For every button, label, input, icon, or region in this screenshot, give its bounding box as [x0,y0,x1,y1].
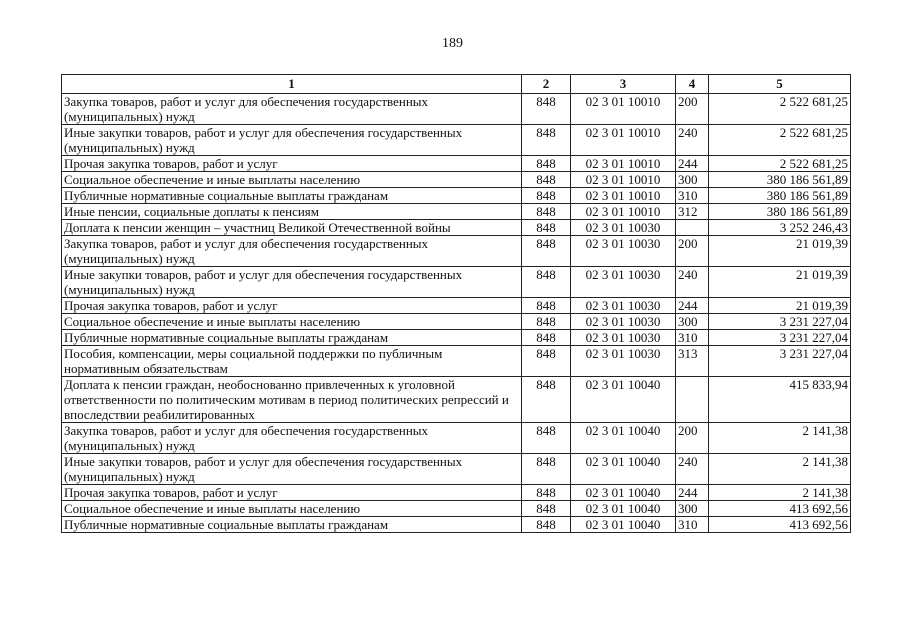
row-ved-cell: 848 [522,485,571,501]
row-csr-cell: 02 3 01 10030 [571,346,676,377]
row-ved-cell: 848 [522,346,571,377]
row-csr-cell: 02 3 01 10040 [571,485,676,501]
table-row [62,377,851,423]
row-name-cell: Прочая закупка товаров, работ и услуг [62,298,522,314]
row-vr-cell: 310 [676,517,709,533]
table-body [62,94,851,533]
row-sum-cell: 3 252 246,43 [709,220,851,236]
row-ved-cell: 848 [522,204,571,220]
header-col-5: 5 [709,75,851,94]
row-ved-cell: 848 [522,156,571,172]
row-sum-cell: 415 833,94 [709,377,851,423]
row-sum-cell: 2 141,38 [709,454,851,485]
row-name-cell: Закупка товаров, работ и услуг для обеспечения государственных (муниципальных) нужд [62,94,522,125]
row-sum-cell: 3 231 227,04 [709,330,851,346]
row-sum-cell: 2 141,38 [709,485,851,501]
row-csr-cell: 02 3 01 10040 [571,377,676,423]
row-csr-cell: 02 3 01 10040 [571,517,676,533]
row-csr-cell: 02 3 01 10010 [571,94,676,125]
table-row [62,485,851,501]
row-name-cell: Публичные нормативные социальные выплаты гражданам [62,188,522,204]
row-vr-cell: 300 [676,501,709,517]
row-sum-cell: 2 522 681,25 [709,94,851,125]
row-ved-cell: 848 [522,94,571,125]
row-name-cell: Доплата к пенсии женщин – участниц Великой Отечественной войны [62,220,522,236]
table-row [62,346,851,377]
table-row [62,125,851,156]
row-csr-cell: 02 3 01 10010 [571,172,676,188]
row-name-cell: Прочая закупка товаров, работ и услуг [62,156,522,172]
row-name-cell: Доплата к пенсии граждан, необоснованно привлеченных к уголовной ответственности по политическим мотивам в период политических репрессий и впоследствии реабилитированных [62,377,522,423]
table-row [62,236,851,267]
row-vr-cell: 240 [676,267,709,298]
row-csr-cell: 02 3 01 10030 [571,236,676,267]
row-name-cell: Социальное обеспечение и иные выплаты населению [62,314,522,330]
row-vr-cell: 310 [676,188,709,204]
table-row [62,423,851,454]
budget-table [61,74,851,533]
row-csr-cell: 02 3 01 10040 [571,454,676,485]
page-number: 189 [442,36,463,51]
row-name-cell: Закупка товаров, работ и услуг для обеспечения государственных (муниципальных) нужд [62,236,522,267]
row-csr-cell: 02 3 01 10030 [571,267,676,298]
row-sum-cell: 21 019,39 [709,267,851,298]
header-col-1: 1 [62,75,522,94]
row-csr-cell: 02 3 01 10010 [571,125,676,156]
table-row [62,156,851,172]
row-vr-cell: 313 [676,346,709,377]
row-sum-cell: 413 692,56 [709,501,851,517]
table-row [62,298,851,314]
row-name-cell: Иные закупки товаров, работ и услуг для обеспечения государственных (муниципальных) нужд [62,125,522,156]
table-row [62,204,851,220]
header-col-2: 2 [522,75,571,94]
row-csr-cell: 02 3 01 10010 [571,156,676,172]
row-csr-cell: 02 3 01 10040 [571,423,676,454]
row-sum-cell: 21 019,39 [709,298,851,314]
row-ved-cell: 848 [522,330,571,346]
table-row [62,220,851,236]
row-name-cell: Пособия, компенсации, меры социальной поддержки по публичным нормативным обязательствам [62,346,522,377]
row-csr-cell: 02 3 01 10010 [571,204,676,220]
row-sum-cell: 3 231 227,04 [709,314,851,330]
row-ved-cell: 848 [522,125,571,156]
row-sum-cell: 21 019,39 [709,236,851,267]
row-csr-cell: 02 3 01 10010 [571,188,676,204]
header-col-4: 4 [676,75,709,94]
row-vr-cell: 312 [676,204,709,220]
row-name-cell: Социальное обеспечение и иные выплаты населению [62,172,522,188]
table-row [62,517,851,533]
row-vr-cell: 200 [676,236,709,267]
row-name-cell: Иные пенсии, социальные доплаты к пенсиям [62,204,522,220]
row-ved-cell: 848 [522,236,571,267]
table-row [62,454,851,485]
row-csr-cell: 02 3 01 10040 [571,501,676,517]
row-vr-cell [676,220,709,236]
row-name-cell: Закупка товаров, работ и услуг для обеспечения государственных (муниципальных) нужд [62,423,522,454]
row-ved-cell: 848 [522,188,571,204]
table-row [62,330,851,346]
row-csr-cell: 02 3 01 10030 [571,298,676,314]
row-name-cell: Иные закупки товаров, работ и услуг для обеспечения государственных (муниципальных) нужд [62,267,522,298]
table-row [62,94,851,125]
row-csr-cell: 02 3 01 10030 [571,220,676,236]
header-col-3: 3 [571,75,676,94]
row-ved-cell: 848 [522,220,571,236]
row-vr-cell: 200 [676,94,709,125]
row-ved-cell: 848 [522,172,571,188]
row-ved-cell: 848 [522,377,571,423]
row-vr-cell: 300 [676,314,709,330]
row-vr-cell: 310 [676,330,709,346]
row-sum-cell: 413 692,56 [709,517,851,533]
row-ved-cell: 848 [522,454,571,485]
row-vr-cell: 240 [676,125,709,156]
row-vr-cell: 244 [676,485,709,501]
row-sum-cell: 380 186 561,89 [709,204,851,220]
row-name-cell: Прочая закупка товаров, работ и услуг [62,485,522,501]
table-row [62,172,851,188]
table-row [62,267,851,298]
row-ved-cell: 848 [522,298,571,314]
row-ved-cell: 848 [522,501,571,517]
row-name-cell: Социальное обеспечение и иные выплаты населению [62,501,522,517]
row-vr-cell [676,377,709,423]
row-vr-cell: 244 [676,156,709,172]
row-name-cell: Иные закупки товаров, работ и услуг для обеспечения государственных (муниципальных) нужд [62,454,522,485]
row-ved-cell: 848 [522,517,571,533]
row-sum-cell: 3 231 227,04 [709,346,851,377]
row-sum-cell: 380 186 561,89 [709,188,851,204]
row-vr-cell: 240 [676,454,709,485]
table-row [62,188,851,204]
row-name-cell: Публичные нормативные социальные выплаты гражданам [62,517,522,533]
row-vr-cell: 200 [676,423,709,454]
row-sum-cell: 2 522 681,25 [709,156,851,172]
row-name-cell: Публичные нормативные социальные выплаты гражданам [62,330,522,346]
row-csr-cell: 02 3 01 10030 [571,314,676,330]
row-vr-cell: 244 [676,298,709,314]
row-ved-cell: 848 [522,314,571,330]
table-row [62,501,851,517]
row-csr-cell: 02 3 01 10030 [571,330,676,346]
row-vr-cell: 300 [676,172,709,188]
table-row [62,314,851,330]
row-sum-cell: 2 141,38 [709,423,851,454]
row-ved-cell: 848 [522,267,571,298]
row-sum-cell: 2 522 681,25 [709,125,851,156]
row-ved-cell: 848 [522,423,571,454]
row-sum-cell: 380 186 561,89 [709,172,851,188]
table-header-row [62,75,851,94]
